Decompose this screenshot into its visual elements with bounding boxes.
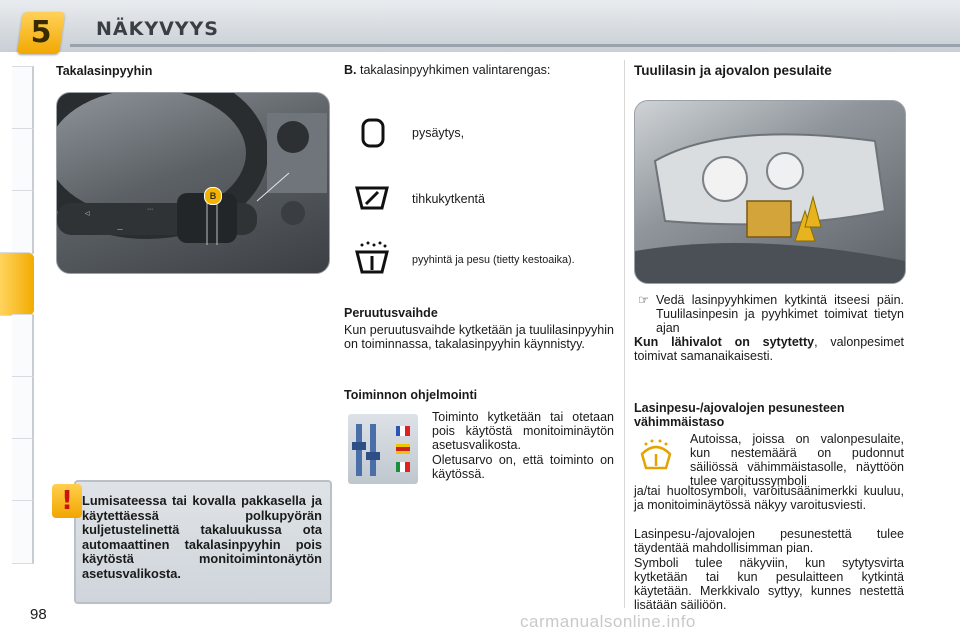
fluid-level-heading: Lasinpesu-/ajovalojen pesunesteen vähimmäistaso <box>634 401 845 429</box>
chapter-tabs <box>0 66 34 578</box>
marker-b: B <box>204 187 222 205</box>
headlamp-illustration <box>635 101 905 283</box>
wiper-off-icon <box>356 116 390 150</box>
chapter-tab-active[interactable] <box>0 252 34 316</box>
rear-wiper-heading: Takalasinpyyhin <box>56 64 153 78</box>
programming-text-1: Toiminto kytketään tai otetaan pois käytöstä monitoiminäytön asetusvalikosta. <box>432 410 614 452</box>
fluid-level-text-indent: Autoissa, joissa on valonpesulaite, kun nestemäärä on pudonnut säiliössä vähimmäistasolle, näyttöön tulee varoitussymboli <box>690 432 904 488</box>
wiper-intermittent-icon <box>352 182 392 216</box>
fluid-level-text-2: Lasinpesu-/ajovalojen pesunestettä tulee täydentää mahdollisimman pian. <box>634 527 904 555</box>
chapter-number: 5 <box>30 15 52 50</box>
page-title: NÄKYVYYS <box>96 18 219 40</box>
position-label-off: pysäytys, <box>412 126 465 140</box>
wiper-wash-icon <box>352 240 392 280</box>
chapter-tab[interactable] <box>12 66 34 130</box>
svg-text:—: — <box>117 226 123 233</box>
warning-text: Lumisateessa tai kovalla pakkasella ja käytettäessä polkupyörän kuljetustelinettä takaluukussa ota automaattinen takalasinpyyhin pois käytöstä monitoimintonäytön asetusvalikosta. <box>82 493 322 581</box>
programming-heading: Toiminnon ohjelmointi <box>344 388 478 402</box>
chapter-tab[interactable] <box>12 376 34 440</box>
fluid-level-text-full: ja/tai huoltosymboli, varoitusäänimerkki kuuluu, ja monitoiminäytössä näkyy varoitusviesti. <box>634 484 904 512</box>
rear-wiper-photo <box>56 92 330 274</box>
reverse-gear-text: Kun peruutusvaihde kytketään ja tuulilasinpyyhin on toiminnassa, takalasinpyyhin käynnistyy. <box>344 323 614 351</box>
chapter-tab[interactable] <box>12 438 34 502</box>
washer-fluid-warning-icon <box>636 438 676 474</box>
svg-text:◁: ◁ <box>85 210 90 217</box>
washer-instruction: Vedä lasinpyyhkimen kytkintä itseesi päin. Tuulilasinpesin ja pyyhkimet toimivat tietyn ajan <box>656 293 904 335</box>
fluid-level-text-3: Symboli tulee näkyviin, kun sytytysvirta kytketään tai kun pesulaitteen kytkintä käytetään. Merkkivalo syttyy, kunnes nestettä lisätään säiliöön. <box>634 556 904 612</box>
header-divider <box>70 44 960 47</box>
chapter-tab[interactable] <box>12 190 34 254</box>
position-label-intermittent: tihkukytkentä <box>412 192 485 206</box>
programming-text-2: Oletusarvo on, että toiminto on käytössä. <box>432 453 614 481</box>
watermark: carmanualsonline.info <box>520 612 696 631</box>
page-number: 98 <box>30 606 47 623</box>
chapter-tab[interactable] <box>12 314 34 378</box>
column-divider <box>624 60 625 608</box>
steering-column-illustration <box>57 93 329 273</box>
bullet-symbol: ☞ <box>638 293 650 307</box>
washer-heading: Tuulilasin ja ajovalon pesulaite <box>634 63 832 78</box>
low-beam-note <box>634 335 904 363</box>
settings-sliders-icon <box>348 414 418 484</box>
low-beam-bold: Kun lähivalot on sytytetty <box>634 335 815 349</box>
ring-intro <box>344 63 614 77</box>
position-label-wash: pyyhintä ja pesu (tietty kestoaika). <box>412 254 575 266</box>
reverse-gear-heading: Peruutusvaihde <box>344 306 438 320</box>
ring-intro-label: B. <box>344 63 357 77</box>
svg-text:⋯: ⋯ <box>147 206 153 213</box>
ring-intro-text: takalasinpyyhkimen valintarengas: <box>359 63 551 77</box>
headlamp-photo <box>634 100 906 284</box>
low-beam-text: , valonpesimet toimivat samanaikaisesti. <box>634 335 904 363</box>
warning-icon: ! <box>52 484 82 518</box>
settings-menu-image <box>348 414 418 484</box>
chapter-tab[interactable] <box>12 128 34 192</box>
chapter-tab[interactable] <box>12 500 34 564</box>
